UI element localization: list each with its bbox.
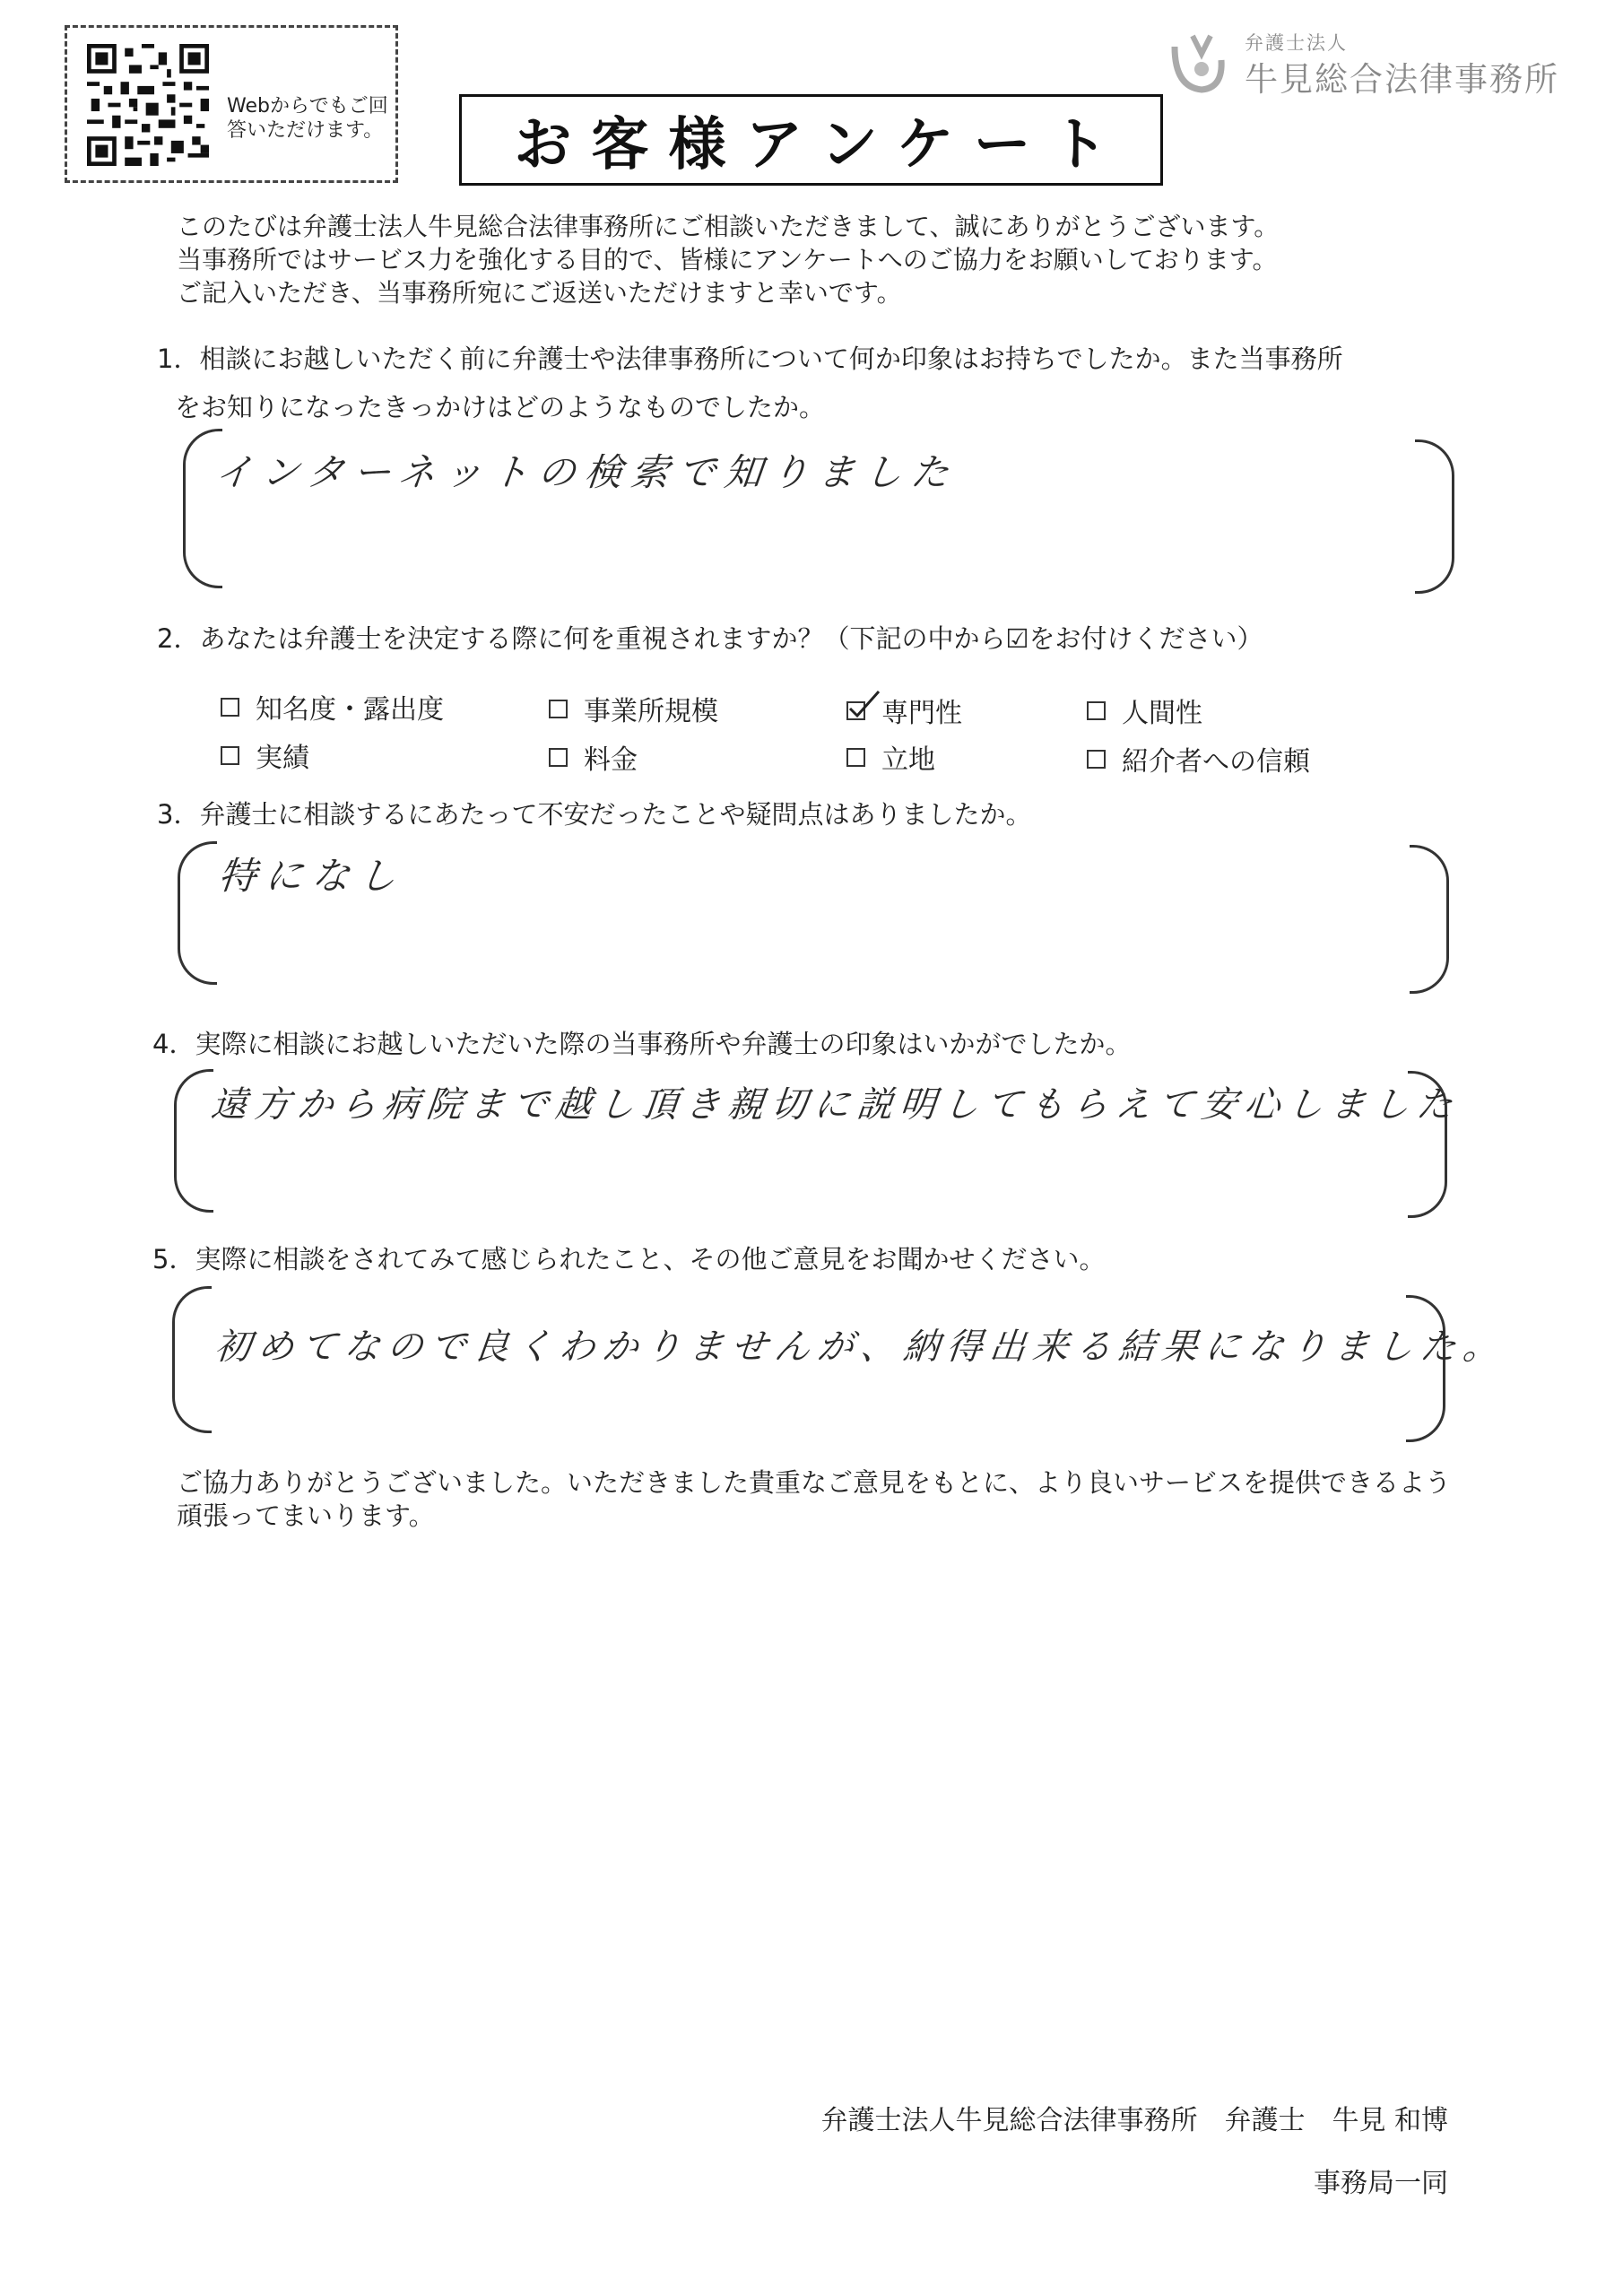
option-office-size[interactable]	[549, 689, 718, 728]
web-answer-text: Webからでもご回答いただけます。	[227, 95, 388, 142]
checkmark-icon	[846, 689, 882, 721]
option-location[interactable]	[846, 737, 935, 777]
question-5-text: 5．実際に相談をされてみて感じられたこと、その他ご意見をお聞かせください。	[152, 1244, 1106, 1274]
firm-logo	[1166, 20, 1560, 100]
survey-title-box	[459, 94, 1163, 186]
firm-logo-name: 牛見総合法律事務所	[1245, 60, 1559, 99]
signature-block	[820, 2103, 1448, 2202]
intro-line-3: ご記入いただき、当事務所宛にご返送いただけますと幸いです。	[177, 278, 902, 308]
qr-code-icon[interactable]	[87, 44, 209, 166]
question-1-line-2: をお知りになったきっかけはどのようなものでしたか。	[175, 392, 826, 422]
question-4-text: 4．実際に相談にお越しいただいた際の当事務所や弁護士の印象はいかがでしたか。	[152, 1029, 1132, 1059]
checkbox-track-record[interactable]	[221, 746, 239, 765]
checkbox-fees[interactable]	[549, 748, 568, 767]
option-label: 料金	[584, 744, 638, 776]
option-label: 知名度・露出度	[256, 694, 444, 726]
option-label: 紹介者への信頼	[1122, 746, 1310, 778]
web-answer-box	[65, 25, 398, 183]
question-1-line-1: 1．相談にお越しいただく前に弁護士や法律事務所について何か印象はお持ちでしたか。また当事務所	[157, 344, 1343, 374]
option-name-recognition[interactable]	[221, 687, 444, 726]
checkbox-name-recognition[interactable]	[221, 698, 239, 717]
option-label: 専門性	[881, 698, 962, 729]
answer-5-bracket-left	[172, 1286, 212, 1433]
answer-3-handwriting[interactable]: 特になし	[216, 854, 408, 898]
checkbox-personality[interactable]	[1087, 701, 1106, 720]
question-3-text: 3．弁護士に相談するにあたって不安だったことや疑問点はありましたか。	[157, 799, 1032, 830]
firm-logo-subtitle: 弁護士法人	[1245, 32, 1348, 54]
checkbox-office-size[interactable]	[549, 700, 568, 718]
answer-1-handwriting[interactable]: インターネットの検索で知りました	[213, 450, 960, 494]
answer-3-bracket-right	[1410, 845, 1449, 994]
checkbox-location[interactable]	[846, 748, 865, 767]
option-fees[interactable]	[549, 737, 638, 777]
option-label: 実績	[256, 743, 309, 774]
answer-5-handwriting[interactable]: 初めてなので良くわかりませんが、納得出来る結果になりました。	[213, 1326, 1509, 1368]
survey-title: お客様アンケート	[514, 112, 1128, 178]
answer-1-bracket-right	[1415, 439, 1454, 594]
answer-3-bracket-left	[178, 841, 217, 985]
option-label: 立地	[881, 744, 935, 776]
checkbox-expertise[interactable]	[846, 701, 865, 720]
checkbox-referrer-trust[interactable]	[1087, 750, 1106, 769]
option-track-record[interactable]	[221, 735, 309, 775]
intro-line-1: このたびは弁護士法人牛見総合法律事務所にご相談いただきまして、誠にありがとうございます。	[177, 212, 1280, 241]
option-personality[interactable]	[1087, 691, 1202, 730]
signature-office-staff: 事務局一同	[1314, 2168, 1448, 2199]
signature-firm-lawyer: 弁護士法人牛見総合法律事務所 弁護士 牛見 和博	[820, 2105, 1448, 2136]
firm-logo-mark-icon	[1166, 29, 1228, 96]
option-label: 事業所規模	[584, 696, 718, 727]
closing-line-1: ご協力ありがとうございました。いただきました貴重なご意見をもとに、より良いサービスを提供できるよう	[177, 1467, 1452, 1498]
answer-4-bracket-left	[174, 1069, 213, 1213]
answer-4-handwriting[interactable]: 遠方から病院まで越し頂き親切に説明してもらえて安心しました	[209, 1084, 1462, 1126]
option-expertise[interactable]	[846, 691, 962, 730]
closing-line-2: 頑張ってまいります。	[177, 1500, 435, 1531]
option-label: 人間性	[1122, 698, 1202, 729]
option-referrer-trust[interactable]	[1087, 739, 1310, 778]
question-2-text: 2．あなたは弁護士を決定する際に何を重視されますか？（下記の中から☑をお付けください）	[157, 623, 1263, 654]
intro-line-2: 当事務所ではサービス力を強化する目的で、皆様にアンケートへのご協力をお願いしております。	[177, 245, 1278, 274]
